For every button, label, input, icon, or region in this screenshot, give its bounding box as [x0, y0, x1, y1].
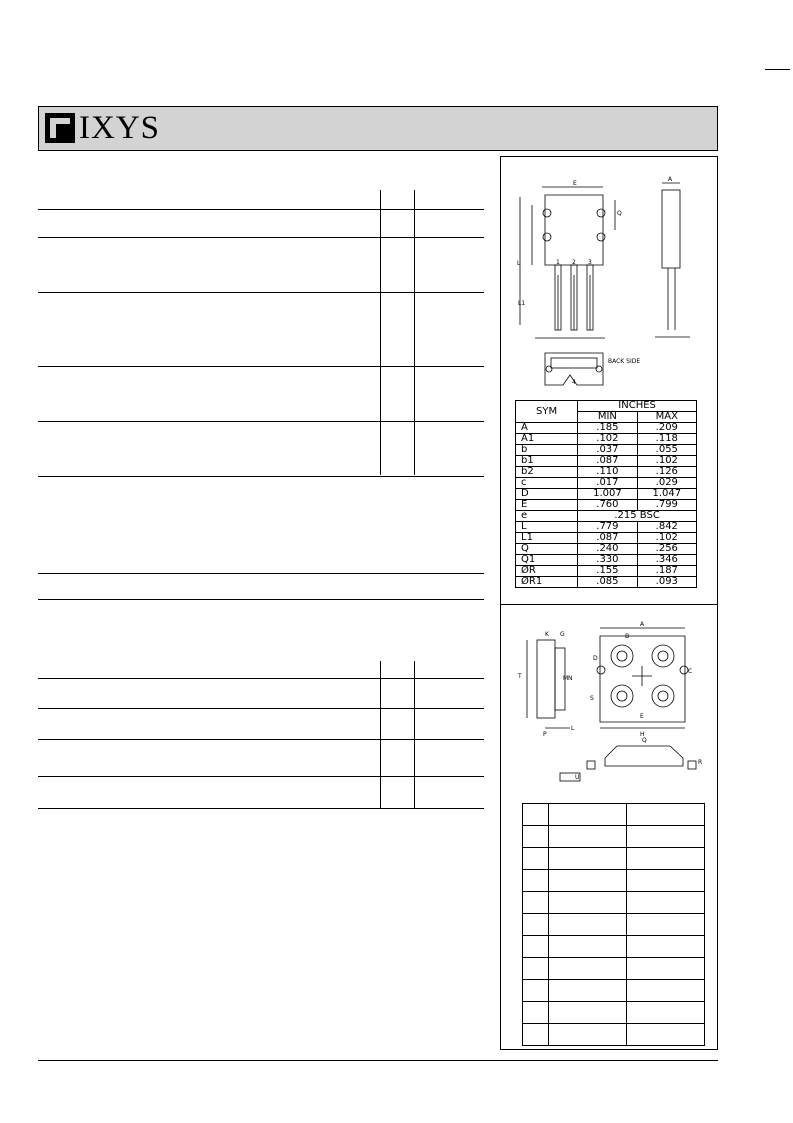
sym-header: SYM — [516, 401, 578, 423]
svg-text:P: P — [543, 731, 547, 738]
svg-text:A: A — [668, 176, 673, 183]
svg-text:BACK SIDE: BACK SIDE — [608, 358, 641, 365]
max-header: MAX — [637, 412, 696, 423]
svg-text:U: U — [575, 774, 580, 781]
table-row: e .215 BSC — [516, 511, 697, 522]
table-row: Q .240 .256 — [516, 544, 697, 555]
table-row — [523, 1002, 705, 1024]
svg-text:L1: L1 — [518, 300, 526, 307]
svg-text:D: D — [593, 655, 598, 662]
svg-text:H: H — [640, 731, 645, 738]
svg-text:Q: Q — [642, 737, 647, 744]
panel-divider — [500, 604, 718, 605]
svg-text:S: S — [590, 695, 594, 702]
table-row: E .760 .799 — [516, 500, 697, 511]
table-row — [523, 936, 705, 958]
svg-text:3: 3 — [588, 259, 592, 266]
table-row: L .779 .842 — [516, 522, 697, 533]
svg-text:K: K — [545, 631, 549, 638]
table-row: b1 .087 .102 — [516, 456, 697, 467]
table-row: b .037 .055 — [516, 445, 697, 456]
svg-text:L: L — [571, 725, 575, 732]
unit-header: INCHES — [578, 401, 697, 412]
footer-rule — [38, 1060, 718, 1061]
table-row — [523, 980, 705, 1002]
table-row: L1 .087 .102 — [516, 533, 697, 544]
package-1-dimension-table — [515, 400, 697, 588]
table-row — [523, 826, 705, 848]
table-row — [523, 804, 705, 826]
svg-text:C: C — [688, 668, 693, 675]
table-row — [523, 958, 705, 980]
svg-text:N: N — [568, 675, 573, 682]
package-2-drawing — [505, 618, 710, 788]
table-row — [523, 914, 705, 936]
svg-text:Q: Q — [617, 210, 622, 217]
svg-text:E: E — [573, 180, 577, 187]
table-row — [523, 870, 705, 892]
table-row: A1 .102 .118 — [516, 434, 697, 445]
table-row — [523, 1024, 705, 1046]
svg-text:2: 2 — [572, 259, 576, 266]
svg-text:B: B — [625, 633, 630, 640]
table-row — [523, 892, 705, 914]
table-row: Q1 .330 .346 — [516, 555, 697, 566]
table-row — [523, 848, 705, 870]
corner-mark — [765, 69, 790, 70]
svg-text:E: E — [640, 713, 644, 720]
table-row: ØR1 .085 .093 — [516, 577, 697, 588]
svg-text:1: 1 — [556, 259, 560, 266]
table-row: c .017 .029 — [516, 478, 697, 489]
svg-text:A: A — [640, 621, 645, 628]
table-row: ØR .155 .187 — [516, 566, 697, 577]
ixys-logo — [45, 109, 161, 146]
svg-text:M: M — [563, 675, 569, 682]
svg-text:R: R — [698, 759, 703, 766]
package-2-dimension-table — [522, 803, 705, 1046]
svg-text:L: L — [517, 260, 521, 267]
table-row: A .185 .209 — [516, 423, 697, 434]
table-row: b2 .110 .126 — [516, 467, 697, 478]
brand-name: IXYS — [79, 109, 161, 146]
min-header: MIN — [578, 412, 637, 423]
svg-text:T: T — [518, 673, 522, 680]
logo-mark-icon — [45, 113, 75, 143]
svg-text:G: G — [560, 631, 565, 638]
table-row: D 1.007 1.047 — [516, 489, 697, 500]
svg-text:4: 4 — [572, 379, 576, 386]
package-1-drawing — [505, 175, 705, 395]
